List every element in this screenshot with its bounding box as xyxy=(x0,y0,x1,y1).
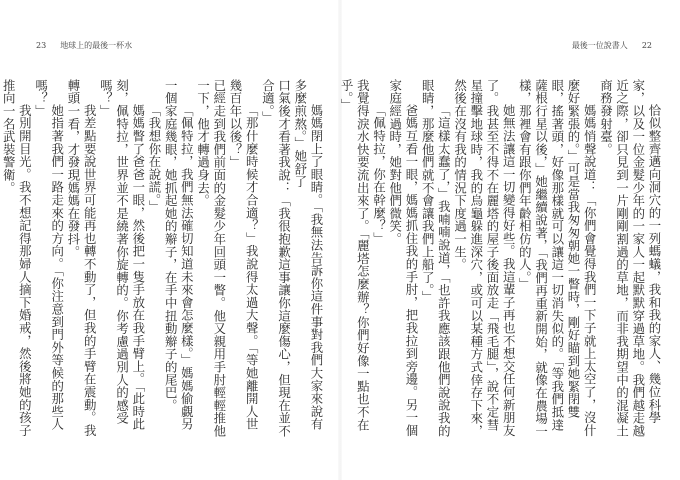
paragraph: 「佩特拉，你在幹麼？」 xyxy=(371,103,387,245)
right-page xyxy=(340,0,680,480)
left-page-body xyxy=(1,79,324,439)
paragraph: 媽媽閉上了眼睛。「我無法告訴你這件事對我們大家來說有多麼煎熬。」她舒了 xyxy=(292,79,324,431)
left-page-number: 23 xyxy=(36,41,47,50)
right-running-header xyxy=(572,40,652,51)
paragraph: 爸媽互看一眼，媽媽抓住我的手肘，把我拉到旁邊。另一個家庭經過時，她對他們微笑。 xyxy=(387,79,419,437)
paragraph: 「那什麼時候才合適？」我說得太過大聲。「等她離開人世幾百年以後？」 xyxy=(227,79,260,431)
paragraph: 我覺得淚水快要流出來了。「麗塔怎麼辦？你們好像一點也不在乎。」 xyxy=(339,79,371,432)
paragraph: 已經走到我們前面的金髮少年回頭一瞥。他又親用手肘輕輕推他一下，他才轉過身去。 xyxy=(195,79,227,438)
paragraph: 恰似整齊邁向洞穴的一列螞蟻，我和我的家人、幾位科學家，以及一位金髮少年的一家人一起默默穿過草地。我們越走越近之際，卻只見到一片剛剛割過的草地，而非我期望中的混凝土商務發射臺。 xyxy=(598,79,662,438)
paragraph: 「這樣太蠢了，」我喃喃說道，「也許我應該跟他們說說我的眼睛，那麼他們就不會讓我們上船了。」 xyxy=(420,79,452,437)
paragraph: 口氣後才看著我說：「我很抱歉這事讓你這麼傷心，但現在並不合適。」 xyxy=(260,79,292,438)
right-page-body xyxy=(339,79,662,439)
paragraph: 「佩特拉，我們無法確切知道未來會怎麼樣。」媽媽偷覷另一個家庭幾眼，她抓起她的辮子，在手中扭動辮子的尾巴。 xyxy=(163,79,195,431)
paragraph: 媽媽悄聲說道：「你們會覺得我們一下子就上太空了，沒什麼好緊張的。」可是當我匆匆朝她一瞥時，剛好瞄到她緊閉雙眼，搖著頭，好像那樣就可以讓這一切消失似的。「等我們抵達薩根行星以後，」她繼續說著，「我們再重新開始，就像在農場一樣，那裡會有跟你們年齡相仿的人。」 xyxy=(517,79,598,438)
paragraph: 她無法讓這一切變得好些。我這輩子再也不想交任何新朋友了。我甚至不得不在麗塔的屋子後面放走「飛毛腿」，說不定彗星撞擊地球時，我的烏龜躲進深穴，或可以某種方式倖存下來，然後在沒有我的情況下度過一生。 xyxy=(452,79,517,438)
paragraph: 媽媽瞥了爸爸一眼，然後把一隻手放在我手臂上。「此時此刻，佩特拉，世界並不是繞著你旋轉的。你考慮過別人的感受嗎？」 xyxy=(98,79,146,431)
paragraph: 她指著我們一路走來的方向。「你注意到門外等候的那些人嗎？」 xyxy=(33,79,65,431)
paragraph: 我差點要說世界可能再也轉不動了，但我的手臂在震動。我轉頭一看，才發現媽媽在發抖。 xyxy=(65,79,98,437)
right-page-number: 22 xyxy=(641,41,652,50)
left-running-head: 地球上的最後一杯水 xyxy=(60,41,133,50)
left-running-header xyxy=(36,40,132,51)
right-running-head: 最後一位說書人 xyxy=(571,41,628,50)
paragraph: 我別開目光。我不想記得那婦人摘下婚戒，然後將她的孩子推向一名武裝警衛。 xyxy=(1,79,33,437)
paragraph: 「我想你在說謊。」 xyxy=(146,103,162,213)
